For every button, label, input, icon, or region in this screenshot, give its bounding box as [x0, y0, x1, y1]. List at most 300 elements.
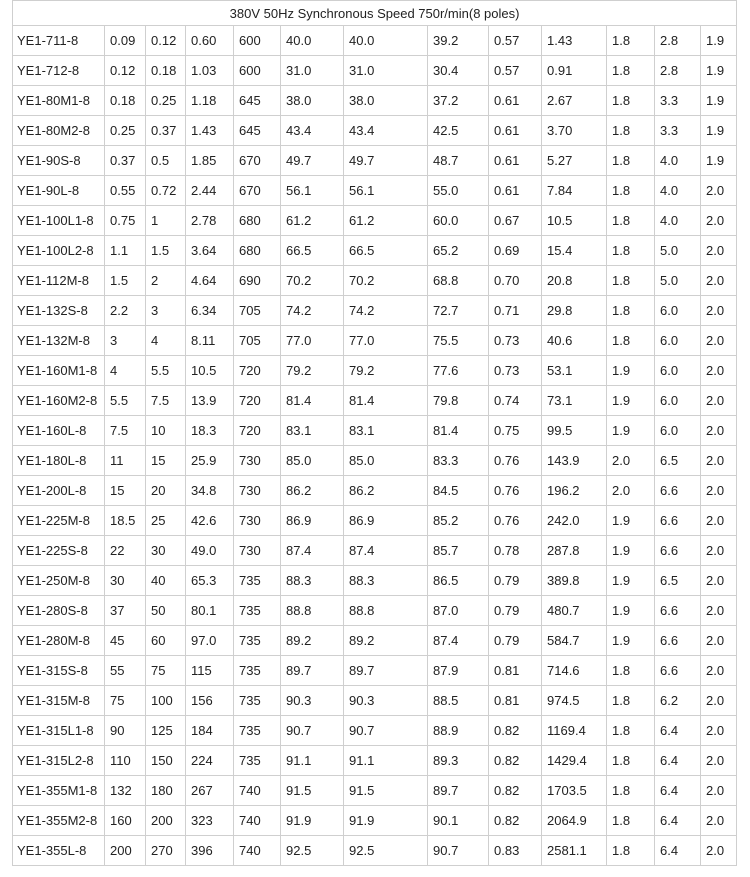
cell-max-torque-ratio: 2.0: [701, 386, 737, 416]
cell-max-torque-ratio: 2.0: [701, 416, 737, 446]
cell-power-factor: 0.61: [489, 116, 542, 146]
cell-efficiency-3-4: 87.4: [344, 536, 428, 566]
cell-max-torque-ratio: 2.0: [701, 296, 737, 326]
table-row: [13, 686, 737, 716]
cell-torque: 974.5: [542, 686, 607, 716]
cell-model: YE1-180L-8: [13, 446, 105, 476]
cell-starting-current-ratio: 2.8: [655, 26, 701, 56]
cell-starting-torque-ratio: 1.8: [607, 206, 655, 236]
cell-starting-current-ratio: 6.0: [655, 326, 701, 356]
cell-speed: 705: [234, 296, 281, 326]
cell-model: YE1-315L2-8: [13, 746, 105, 776]
cell-current: 25.9: [186, 446, 234, 476]
cell-efficiency-3-4: 70.2: [344, 266, 428, 296]
cell-starting-torque-ratio: 1.9: [607, 416, 655, 446]
cell-efficiency-3-4: 61.2: [344, 206, 428, 236]
cell-speed: 720: [234, 416, 281, 446]
cell-efficiency-1-2: 89.7: [428, 776, 489, 806]
cell-starting-torque-ratio: 1.8: [607, 266, 655, 296]
cell-efficiency-3-4: 79.2: [344, 356, 428, 386]
cell-efficiency-3-4: 89.2: [344, 626, 428, 656]
cell-output-hp: 100: [146, 686, 186, 716]
cell-max-torque-ratio: 2.0: [701, 536, 737, 566]
cell-efficiency-1-2: 68.8: [428, 266, 489, 296]
cell-torque: 3.70: [542, 116, 607, 146]
table-row: [13, 506, 737, 536]
cell-model: YE1-80M2-8: [13, 116, 105, 146]
cell-model: YE1-90L-8: [13, 176, 105, 206]
cell-output-kw: 55: [105, 656, 146, 686]
cell-efficiency-3-4: 83.1: [344, 416, 428, 446]
cell-output-hp: 4: [146, 326, 186, 356]
cell-efficiency-3-4: 49.7: [344, 146, 428, 176]
cell-efficiency-full: 89.7: [281, 656, 344, 686]
cell-efficiency-full: 61.2: [281, 206, 344, 236]
cell-model: YE1-132M-8: [13, 326, 105, 356]
cell-output-kw: 45: [105, 626, 146, 656]
cell-output-hp: 3: [146, 296, 186, 326]
cell-torque: 0.91: [542, 56, 607, 86]
cell-starting-torque-ratio: 1.9: [607, 536, 655, 566]
cell-output-kw: 132: [105, 776, 146, 806]
cell-efficiency-3-4: 74.2: [344, 296, 428, 326]
cell-speed: 730: [234, 446, 281, 476]
cell-efficiency-full: 85.0: [281, 446, 344, 476]
cell-output-hp: 10: [146, 416, 186, 446]
cell-power-factor: 0.83: [489, 836, 542, 866]
cell-output-hp: 150: [146, 746, 186, 776]
cell-efficiency-1-2: 39.2: [428, 26, 489, 56]
cell-model: YE1-712-8: [13, 56, 105, 86]
cell-model: YE1-315S-8: [13, 656, 105, 686]
cell-efficiency-3-4: 91.1: [344, 746, 428, 776]
cell-output-kw: 15: [105, 476, 146, 506]
cell-max-torque-ratio: 2.0: [701, 596, 737, 626]
cell-current: 224: [186, 746, 234, 776]
cell-efficiency-full: 49.7: [281, 146, 344, 176]
cell-starting-current-ratio: 4.0: [655, 206, 701, 236]
cell-efficiency-full: 79.2: [281, 356, 344, 386]
cell-starting-current-ratio: 6.4: [655, 716, 701, 746]
cell-torque: 5.27: [542, 146, 607, 176]
table-row: [13, 536, 737, 566]
cell-torque: 73.1: [542, 386, 607, 416]
cell-speed: 735: [234, 566, 281, 596]
cell-torque: 29.8: [542, 296, 607, 326]
cell-model: YE1-100L1-8: [13, 206, 105, 236]
cell-output-kw: 30: [105, 566, 146, 596]
cell-model: YE1-280S-8: [13, 596, 105, 626]
cell-current: 396: [186, 836, 234, 866]
motor-spec-table-container: [12, 0, 736, 866]
cell-output-kw: 160: [105, 806, 146, 836]
cell-efficiency-3-4: 91.9: [344, 806, 428, 836]
table-row: [13, 86, 737, 116]
cell-efficiency-1-2: 85.7: [428, 536, 489, 566]
cell-starting-current-ratio: 2.8: [655, 56, 701, 86]
cell-torque: 1.43: [542, 26, 607, 56]
cell-efficiency-full: 86.9: [281, 506, 344, 536]
cell-speed: 740: [234, 806, 281, 836]
table-row: [13, 626, 737, 656]
cell-starting-current-ratio: 5.0: [655, 266, 701, 296]
table-row: [13, 116, 737, 146]
cell-speed: 670: [234, 146, 281, 176]
cell-power-factor: 0.81: [489, 656, 542, 686]
cell-max-torque-ratio: 2.0: [701, 566, 737, 596]
cell-starting-current-ratio: 6.5: [655, 566, 701, 596]
table-row: [13, 566, 737, 596]
cell-efficiency-1-2: 86.5: [428, 566, 489, 596]
table-row: [13, 476, 737, 506]
table-row: [13, 716, 737, 746]
cell-starting-current-ratio: 6.6: [655, 626, 701, 656]
cell-current: 184: [186, 716, 234, 746]
cell-starting-current-ratio: 3.3: [655, 116, 701, 146]
cell-torque: 389.8: [542, 566, 607, 596]
cell-starting-current-ratio: 5.0: [655, 236, 701, 266]
cell-starting-torque-ratio: 1.8: [607, 146, 655, 176]
cell-output-kw: 7.5: [105, 416, 146, 446]
cell-max-torque-ratio: 2.0: [701, 656, 737, 686]
cell-efficiency-full: 83.1: [281, 416, 344, 446]
cell-speed: 680: [234, 236, 281, 266]
cell-max-torque-ratio: 2.0: [701, 356, 737, 386]
cell-efficiency-1-2: 85.2: [428, 506, 489, 536]
cell-power-factor: 0.61: [489, 176, 542, 206]
cell-output-kw: 0.55: [105, 176, 146, 206]
cell-model: YE1-225M-8: [13, 506, 105, 536]
cell-output-hp: 1: [146, 206, 186, 236]
cell-output-hp: 50: [146, 596, 186, 626]
cell-efficiency-1-2: 55.0: [428, 176, 489, 206]
cell-power-factor: 0.67: [489, 206, 542, 236]
cell-efficiency-3-4: 40.0: [344, 26, 428, 56]
cell-power-factor: 0.79: [489, 626, 542, 656]
cell-efficiency-full: 43.4: [281, 116, 344, 146]
cell-starting-current-ratio: 6.4: [655, 836, 701, 866]
cell-efficiency-full: 74.2: [281, 296, 344, 326]
cell-efficiency-full: 91.5: [281, 776, 344, 806]
cell-power-factor: 0.73: [489, 356, 542, 386]
cell-max-torque-ratio: 2.0: [701, 776, 737, 806]
table-title-row: [13, 1, 737, 26]
cell-efficiency-full: 86.2: [281, 476, 344, 506]
cell-output-hp: 200: [146, 806, 186, 836]
cell-starting-current-ratio: 6.6: [655, 476, 701, 506]
cell-starting-current-ratio: 6.4: [655, 806, 701, 836]
cell-starting-current-ratio: 6.2: [655, 686, 701, 716]
cell-starting-current-ratio: 4.0: [655, 176, 701, 206]
cell-efficiency-full: 40.0: [281, 26, 344, 56]
cell-output-hp: 60: [146, 626, 186, 656]
cell-max-torque-ratio: 2.0: [701, 476, 737, 506]
cell-speed: 690: [234, 266, 281, 296]
cell-efficiency-1-2: 79.8: [428, 386, 489, 416]
cell-efficiency-full: 81.4: [281, 386, 344, 416]
cell-starting-torque-ratio: 1.8: [607, 326, 655, 356]
cell-output-kw: 18.5: [105, 506, 146, 536]
cell-efficiency-3-4: 81.4: [344, 386, 428, 416]
cell-model: YE1-90S-8: [13, 146, 105, 176]
table-row: [13, 266, 737, 296]
cell-speed: 730: [234, 536, 281, 566]
table-row: [13, 596, 737, 626]
cell-starting-torque-ratio: 1.9: [607, 506, 655, 536]
cell-output-hp: 1.5: [146, 236, 186, 266]
cell-output-kw: 0.09: [105, 26, 146, 56]
cell-speed: 730: [234, 506, 281, 536]
cell-power-factor: 0.78: [489, 536, 542, 566]
cell-current: 97.0: [186, 626, 234, 656]
cell-torque: 2581.1: [542, 836, 607, 866]
cell-model: YE1-315M-8: [13, 686, 105, 716]
cell-starting-current-ratio: 6.6: [655, 506, 701, 536]
cell-output-kw: 0.25: [105, 116, 146, 146]
cell-current: 4.64: [186, 266, 234, 296]
cell-efficiency-1-2: 84.5: [428, 476, 489, 506]
cell-model: YE1-160L-8: [13, 416, 105, 446]
cell-starting-current-ratio: 6.4: [655, 776, 701, 806]
cell-model: YE1-225S-8: [13, 536, 105, 566]
cell-output-kw: 75: [105, 686, 146, 716]
cell-starting-current-ratio: 6.0: [655, 386, 701, 416]
cell-current: 6.34: [186, 296, 234, 326]
cell-torque: 2064.9: [542, 806, 607, 836]
cell-power-factor: 0.57: [489, 56, 542, 86]
cell-output-hp: 0.25: [146, 86, 186, 116]
cell-max-torque-ratio: 2.0: [701, 446, 737, 476]
table-row: [13, 386, 737, 416]
cell-current: 42.6: [186, 506, 234, 536]
cell-torque: 1169.4: [542, 716, 607, 746]
cell-output-hp: 5.5: [146, 356, 186, 386]
cell-model: YE1-132S-8: [13, 296, 105, 326]
cell-efficiency-3-4: 43.4: [344, 116, 428, 146]
cell-output-kw: 3: [105, 326, 146, 356]
table-row: [13, 656, 737, 686]
cell-current: 1.03: [186, 56, 234, 86]
cell-efficiency-1-2: 65.2: [428, 236, 489, 266]
cell-output-hp: 0.18: [146, 56, 186, 86]
cell-max-torque-ratio: 2.0: [701, 506, 737, 536]
cell-output-kw: 4: [105, 356, 146, 386]
table-row: [13, 326, 737, 356]
cell-max-torque-ratio: 1.9: [701, 86, 737, 116]
cell-starting-torque-ratio: 1.8: [607, 176, 655, 206]
cell-output-hp: 20: [146, 476, 186, 506]
cell-efficiency-3-4: 90.3: [344, 686, 428, 716]
cell-current: 65.3: [186, 566, 234, 596]
cell-max-torque-ratio: 2.0: [701, 806, 737, 836]
cell-starting-torque-ratio: 1.8: [607, 56, 655, 86]
table-row: [13, 296, 737, 326]
cell-efficiency-3-4: 38.0: [344, 86, 428, 116]
cell-output-hp: 0.72: [146, 176, 186, 206]
cell-output-hp: 270: [146, 836, 186, 866]
cell-efficiency-full: 56.1: [281, 176, 344, 206]
cell-efficiency-full: 90.3: [281, 686, 344, 716]
cell-speed: 720: [234, 356, 281, 386]
cell-max-torque-ratio: 2.0: [701, 716, 737, 746]
cell-power-factor: 0.73: [489, 326, 542, 356]
cell-output-hp: 15: [146, 446, 186, 476]
cell-power-factor: 0.76: [489, 476, 542, 506]
cell-starting-torque-ratio: 1.9: [607, 626, 655, 656]
cell-starting-torque-ratio: 1.8: [607, 776, 655, 806]
cell-model: YE1-160M1-8: [13, 356, 105, 386]
cell-starting-torque-ratio: 1.8: [607, 116, 655, 146]
cell-model: YE1-100L2-8: [13, 236, 105, 266]
cell-power-factor: 0.79: [489, 596, 542, 626]
cell-starting-torque-ratio: 1.8: [607, 296, 655, 326]
cell-power-factor: 0.74: [489, 386, 542, 416]
cell-output-hp: 30: [146, 536, 186, 566]
table-row: [13, 356, 737, 386]
table-title: 380V 50Hz Synchronous Speed 750r/min(8 poles): [13, 1, 737, 26]
cell-efficiency-1-2: 48.7: [428, 146, 489, 176]
cell-efficiency-full: 92.5: [281, 836, 344, 866]
table-row: [13, 806, 737, 836]
cell-current: 34.8: [186, 476, 234, 506]
cell-current: 13.9: [186, 386, 234, 416]
cell-torque: 2.67: [542, 86, 607, 116]
cell-torque: 7.84: [542, 176, 607, 206]
cell-efficiency-full: 70.2: [281, 266, 344, 296]
cell-output-kw: 37: [105, 596, 146, 626]
cell-output-hp: 0.5: [146, 146, 186, 176]
cell-output-hp: 125: [146, 716, 186, 746]
cell-current: 80.1: [186, 596, 234, 626]
cell-efficiency-3-4: 56.1: [344, 176, 428, 206]
cell-model: YE1-355L-8: [13, 836, 105, 866]
cell-current: 156: [186, 686, 234, 716]
cell-efficiency-1-2: 72.7: [428, 296, 489, 326]
cell-efficiency-3-4: 89.7: [344, 656, 428, 686]
table-body: [13, 26, 737, 866]
cell-power-factor: 0.82: [489, 716, 542, 746]
cell-power-factor: 0.76: [489, 446, 542, 476]
cell-starting-torque-ratio: 2.0: [607, 476, 655, 506]
cell-output-kw: 22: [105, 536, 146, 566]
cell-speed: 600: [234, 26, 281, 56]
cell-speed: 600: [234, 56, 281, 86]
cell-starting-torque-ratio: 1.8: [607, 746, 655, 776]
cell-efficiency-3-4: 86.9: [344, 506, 428, 536]
cell-output-hp: 75: [146, 656, 186, 686]
cell-output-hp: 25: [146, 506, 186, 536]
cell-efficiency-full: 88.8: [281, 596, 344, 626]
cell-model: YE1-200L-8: [13, 476, 105, 506]
cell-speed: 740: [234, 836, 281, 866]
cell-output-hp: 40: [146, 566, 186, 596]
cell-starting-torque-ratio: 1.9: [607, 596, 655, 626]
cell-starting-current-ratio: 6.6: [655, 536, 701, 566]
cell-starting-torque-ratio: 1.8: [607, 716, 655, 746]
cell-starting-torque-ratio: 1.8: [607, 656, 655, 686]
table-row: [13, 446, 737, 476]
cell-starting-current-ratio: 6.0: [655, 296, 701, 326]
cell-output-kw: 5.5: [105, 386, 146, 416]
cell-efficiency-full: 89.2: [281, 626, 344, 656]
cell-power-factor: 0.76: [489, 506, 542, 536]
table-row: [13, 836, 737, 866]
cell-torque: 242.0: [542, 506, 607, 536]
cell-starting-torque-ratio: 1.8: [607, 806, 655, 836]
cell-efficiency-1-2: 88.9: [428, 716, 489, 746]
cell-current: 1.43: [186, 116, 234, 146]
cell-torque: 584.7: [542, 626, 607, 656]
cell-starting-torque-ratio: 1.8: [607, 26, 655, 56]
cell-efficiency-1-2: 87.0: [428, 596, 489, 626]
cell-starting-torque-ratio: 1.8: [607, 686, 655, 716]
cell-output-kw: 1.5: [105, 266, 146, 296]
cell-starting-current-ratio: 4.0: [655, 146, 701, 176]
cell-output-kw: 110: [105, 746, 146, 776]
cell-max-torque-ratio: 2.0: [701, 176, 737, 206]
cell-output-kw: 0.12: [105, 56, 146, 86]
cell-efficiency-3-4: 85.0: [344, 446, 428, 476]
cell-efficiency-1-2: 75.5: [428, 326, 489, 356]
cell-output-hp: 0.12: [146, 26, 186, 56]
cell-current: 8.11: [186, 326, 234, 356]
cell-efficiency-full: 91.9: [281, 806, 344, 836]
cell-torque: 287.8: [542, 536, 607, 566]
cell-max-torque-ratio: 1.9: [701, 56, 737, 86]
cell-output-hp: 180: [146, 776, 186, 806]
cell-output-kw: 1.1: [105, 236, 146, 266]
cell-current: 10.5: [186, 356, 234, 386]
cell-power-factor: 0.61: [489, 86, 542, 116]
cell-current: 323: [186, 806, 234, 836]
cell-torque: 714.6: [542, 656, 607, 686]
cell-max-torque-ratio: 2.0: [701, 266, 737, 296]
cell-efficiency-1-2: 89.3: [428, 746, 489, 776]
cell-model: YE1-315L1-8: [13, 716, 105, 746]
cell-model: YE1-280M-8: [13, 626, 105, 656]
cell-starting-current-ratio: 6.6: [655, 656, 701, 686]
cell-power-factor: 0.71: [489, 296, 542, 326]
table-row: [13, 176, 737, 206]
cell-starting-torque-ratio: 1.8: [607, 836, 655, 866]
cell-max-torque-ratio: 2.0: [701, 746, 737, 776]
motor-spec-table: [12, 0, 737, 866]
cell-efficiency-1-2: 77.6: [428, 356, 489, 386]
cell-torque: 20.8: [542, 266, 607, 296]
table-row: [13, 776, 737, 806]
cell-efficiency-3-4: 88.3: [344, 566, 428, 596]
cell-power-factor: 0.82: [489, 776, 542, 806]
cell-output-kw: 200: [105, 836, 146, 866]
cell-max-torque-ratio: 1.9: [701, 146, 737, 176]
cell-output-kw: 0.37: [105, 146, 146, 176]
cell-torque: 53.1: [542, 356, 607, 386]
cell-speed: 730: [234, 476, 281, 506]
cell-speed: 720: [234, 386, 281, 416]
cell-starting-current-ratio: 6.0: [655, 416, 701, 446]
cell-torque: 143.9: [542, 446, 607, 476]
cell-efficiency-full: 88.3: [281, 566, 344, 596]
cell-efficiency-3-4: 90.7: [344, 716, 428, 746]
cell-efficiency-1-2: 88.5: [428, 686, 489, 716]
cell-speed: 705: [234, 326, 281, 356]
table-row: [13, 146, 737, 176]
cell-torque: 480.7: [542, 596, 607, 626]
table-row: [13, 206, 737, 236]
cell-efficiency-full: 66.5: [281, 236, 344, 266]
cell-model: YE1-355M1-8: [13, 776, 105, 806]
cell-current: 49.0: [186, 536, 234, 566]
